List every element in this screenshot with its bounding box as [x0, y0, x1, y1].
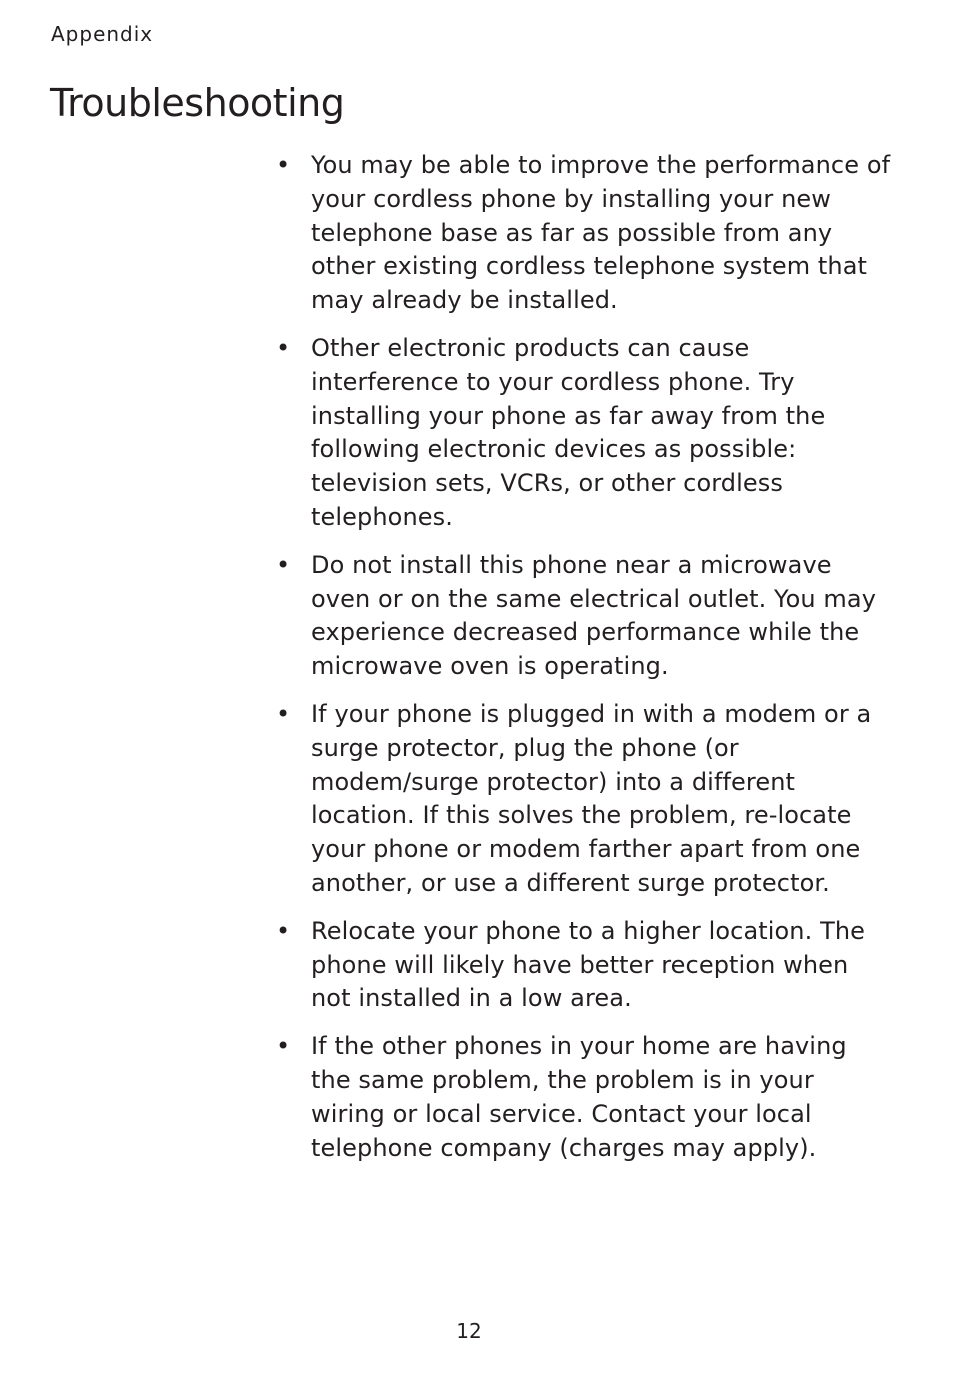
tip-text: If the other phones in your home are having the same problem, the problem is in your wiring or local service. Contact your local telephone company (charges may apply). [311, 1032, 847, 1162]
section-label: Appendix [51, 22, 154, 46]
list-item [276, 149, 891, 318]
page-number: 12 [456, 1319, 482, 1343]
list-item [276, 549, 891, 684]
page-title: Troubleshooting [50, 81, 345, 125]
bullet-icon: • [276, 1032, 291, 1061]
tip-text: Do not install this phone near a microwave oven or on the same electrical outlet. You may experience decreased performance while the microwave oven is operating. [311, 550, 877, 681]
tip-text: Relocate your phone to a higher location. The phone will likely have better reception when not installed in a low area. [311, 916, 866, 1013]
list-item [276, 915, 891, 1016]
list-item [276, 698, 891, 901]
bullet-icon: • [276, 550, 291, 579]
bullet-icon: • [276, 333, 291, 362]
bullet-icon: • [276, 699, 291, 728]
bullet-icon: • [276, 151, 291, 179]
bullet-icon: • [276, 916, 291, 945]
tip-text: If your phone is plugged in with a modem or a surge protector, plug the phone (or modem/surge protector) into a different location. If this solves the problem, re-locate your phone or modem farther apart from one another, or use a different surge protector. [311, 699, 872, 897]
troubleshooting-tips-list [276, 149, 891, 1179]
list-item [276, 332, 891, 535]
list-item [276, 1030, 891, 1165]
tip-text: You may be able to improve the performance of your cordless phone by installing your new telephone base as far as possible from any other existing cordless telephone system that may already be installed. [311, 151, 891, 315]
tip-text: Other electronic products can cause interference to your cordless phone. Try installing your phone as far away from the following electronic devices as possible: television sets, VCRs, or other cordless telephones. [311, 333, 826, 531]
